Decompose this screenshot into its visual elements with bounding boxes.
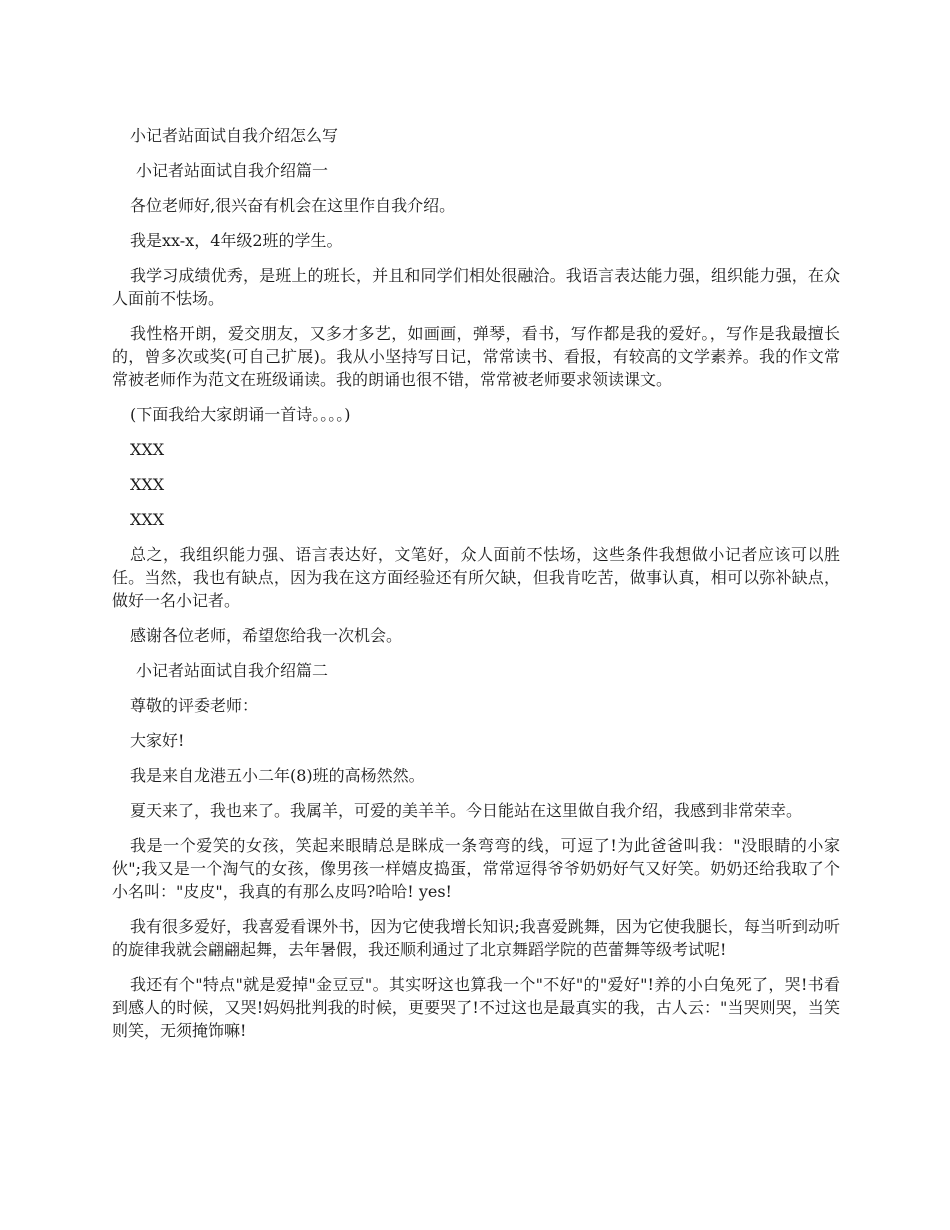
paragraph: 大家好!	[130, 731, 185, 750]
paragraph: 总之，我组织能力强、语言表达好，文笔好，众人面前不怯场，这些条件我想做小记者应该可以胜任。当然，我也有缺点，因为我在这方面经验还有所欠缺，但我肯吃苦，做事认真，相可以弥补缺点，做好一名小记者。	[112, 545, 840, 610]
paragraph: 各位老师好,很兴奋有机会在这里作自我介绍。	[130, 196, 456, 215]
paragraph: 我是xx-x，4年级2班的学生。	[130, 231, 343, 250]
poem-line: XXX	[130, 475, 165, 494]
paragraph: 我是一个爱笑的女孩，笑起来眼睛总是眯成一条弯弯的线，可逗了!为此爸爸叫我："没眼睛的小家伙";我又是一个淘气的女孩，像男孩一样嬉皮捣蛋，常常逗得爷爷奶奶好气又好笑。奶奶还给我取了个小名叫："皮皮"，我真的有那么皮吗?哈哈! yes!	[112, 836, 840, 901]
paragraph: 夏天来了，我也来了。我属羊，可爱的美羊羊。今日能站在这里做自我介绍，我感到非常荣幸。	[130, 801, 803, 820]
paragraph: (下面我给大家朗诵一首诗。。。。)	[130, 405, 351, 424]
paragraph: 我还有个"特点"就是爱掉"金豆豆"。其实呀这也算我一个"不好"的"爱好"!养的小白兔死了，哭!书看到感人的时候，又哭!妈妈批判我的时候，更要哭了!不过这也是最真实的我，古人云："当哭则哭，当笑则笑，无须掩饰嘛!	[112, 975, 840, 1040]
section-heading-2: 小记者站面试自我介绍篇二	[136, 661, 329, 680]
paragraph: 感谢各位老师，希望您给我一次机会。	[130, 626, 403, 645]
poem-line: XXX	[130, 510, 165, 529]
paragraph: 我有很多爱好，我喜爱看课外书，因为它使我增长知识;我喜爱跳舞，因为它使我腿长，每当听到动听的旋律我就会翩翩起舞，去年暑假，我还顺利通过了北京舞蹈学院的芭蕾舞等级考试呢!	[112, 917, 840, 959]
document-title: 小记者站面试自我介绍怎么写	[130, 126, 339, 145]
poem-line: XXX	[130, 440, 165, 459]
paragraph: 我性格开朗，爱交朋友，又多才多艺，如画画，弹琴，看书，写作都是我的爱好。，写作是我最擅长的，曾多次或奖(可自己扩展)。我从小坚持写日记，常常读书、看报，有较高的文学素养。我的作文常常被老师作为范文在班级诵读。我的朗诵也很不错，常常被老师要求领读课文。	[112, 324, 840, 389]
paragraph: 我学习成绩优秀，是班上的班长，并且和同学们相处很融洽。我语言表达能力强，组织能力强，在众人面前不怯场。	[112, 266, 840, 308]
paragraph: 我是来自龙港五小二年(8)班的高杨然然。	[130, 766, 425, 785]
document-page	[112, 124, 840, 1054]
paragraph: 尊敬的评委老师：	[130, 696, 259, 715]
section-heading-1: 小记者站面试自我介绍篇一	[136, 161, 329, 180]
